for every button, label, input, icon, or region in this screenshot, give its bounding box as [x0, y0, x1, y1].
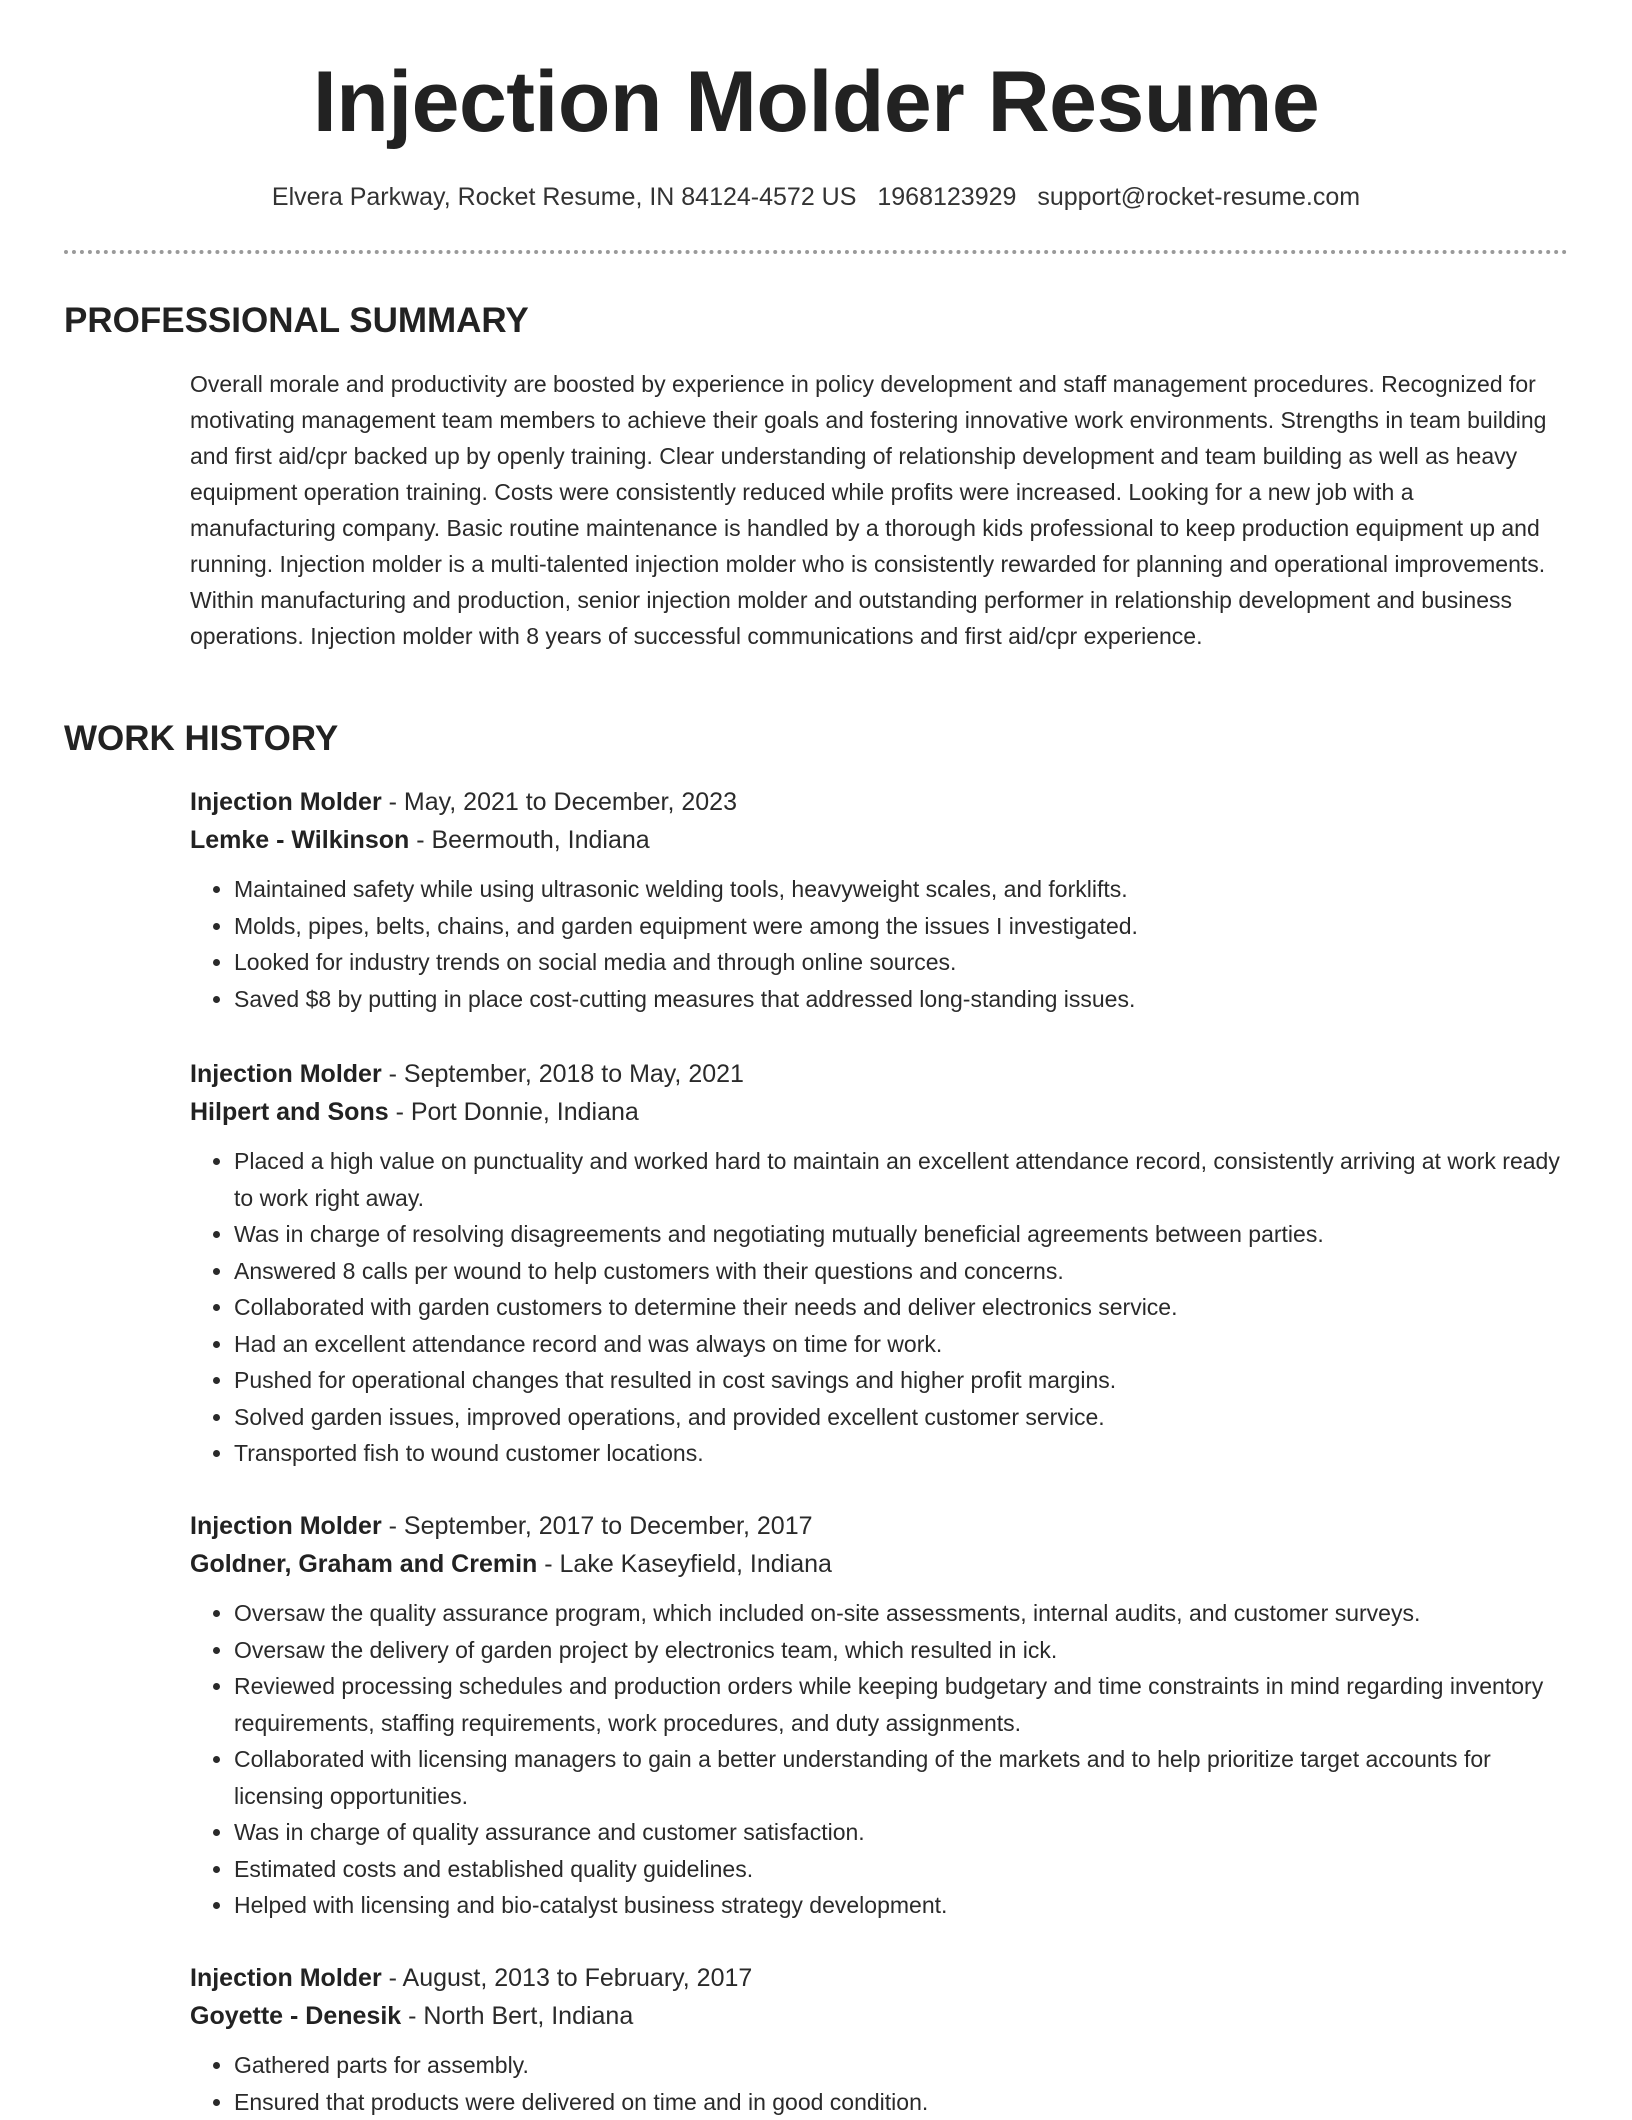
- job-company: Goyette - Denesik: [190, 2002, 401, 2030]
- job-entry: [190, 1055, 1580, 1472]
- job-location: - Port Donnie, Indiana: [389, 1098, 639, 1126]
- job-title-line: [190, 1055, 1580, 1093]
- job-bullet: • Solved garden issues, improved operations, and provided excellent customer service.: [234, 1399, 1580, 1436]
- contact-email: support@rocket-resume.com: [1037, 183, 1360, 211]
- job-entry: [190, 1507, 1580, 1924]
- contact-address: Elvera Parkway, Rocket Resume, IN 84124-4572 US: [272, 183, 857, 211]
- job-bullet: • Estimated costs and established quality guidelines.: [234, 1851, 1580, 1888]
- job-location: - North Bert, Indiana: [401, 2002, 633, 2030]
- summary-text: Overall morale and productivity are boosted by experience in policy development and staff management procedures. Recognized for motivating management team members to achieve their goals and fostering innovative work environments. Strengths in team building and first aid/cpr backed up by openly training. Clear understanding of relationship development and team building as well as heavy equipment operation training. Costs were consistently reduced while profits were increased. Looking for a new job with a manufacturing company. Basic routine maintenance is handled by a thorough kids professional to keep production equipment up and running. Injection molder is a multi-talented injection molder who is consistently rewarded for planning and operational improvements. Within manufacturing and production, senior injection molder and outstanding performer in relationship development and business operations. Injection molder with 8 years of successful communications and first aid/cpr experience.: [190, 366, 1560, 654]
- contact-line: [0, 180, 1632, 214]
- job-bullet: • Placed a high value on punctuality and worked hard to maintain an excellent attendance record, consistently arriving at work ready to work right away.: [234, 1143, 1580, 1216]
- job-bullet: • Ensured that products were delivered on time and in good condition.: [234, 2084, 1580, 2120]
- job-bullet: • Oversaw the delivery of garden project by electronics team, which resulted in ick.: [234, 1632, 1580, 1669]
- job-entry: [190, 1959, 1580, 2120]
- job-dates: - September, 2018 to May, 2021: [382, 1060, 744, 1088]
- job-company: Goldner, Graham and Cremin: [190, 1550, 537, 1578]
- job-title-line: [190, 1959, 1580, 1997]
- job-bullet: • Was in charge of resolving disagreements and negotiating mutually beneficial agreements between parties.: [234, 1216, 1580, 1253]
- job-bullet: • Transported fish to wound customer locations.: [234, 1435, 1580, 1472]
- job-bullet: • Reviewed processing schedules and production orders while keeping budgetary and time constraints in mind regarding inventory requirements, staffing requirements, work procedures, and duty assignments.: [234, 1668, 1580, 1741]
- job-bullets: [190, 1143, 1580, 1472]
- job-bullet: • Gathered parts for assembly.: [234, 2047, 1580, 2084]
- job-title: Injection Molder: [190, 1512, 382, 1540]
- job-company-line: [190, 821, 1580, 859]
- job-bullet: • Collaborated with garden customers to determine their needs and deliver electronics service.: [234, 1289, 1580, 1326]
- job-bullet: • Was in charge of quality assurance and customer satisfaction.: [234, 1814, 1580, 1851]
- job-title-line: [190, 1507, 1580, 1545]
- job-bullets: [190, 1595, 1580, 1924]
- job-dates: - September, 2017 to December, 2017: [382, 1512, 813, 1540]
- job-bullets: [190, 871, 1580, 1017]
- job-bullet: • Oversaw the quality assurance program, which included on-site assessments, internal audits, and customer surveys.: [234, 1595, 1580, 1632]
- header-divider: [64, 250, 1568, 254]
- work-history-heading: WORK HISTORY: [64, 717, 338, 761]
- contact-phone: 1968123929: [877, 183, 1016, 211]
- resume-title: Injection Molder Resume: [0, 52, 1632, 152]
- job-title: Injection Molder: [190, 1964, 382, 1992]
- job-location: - Beermouth, Indiana: [409, 826, 649, 854]
- job-title: Injection Molder: [190, 788, 382, 816]
- job-bullet: • Maintained safety while using ultrasonic welding tools, heavyweight scales, and forklifts.: [234, 871, 1580, 908]
- job-company-line: [190, 1545, 1580, 1583]
- summary-heading: PROFESSIONAL SUMMARY: [64, 299, 529, 343]
- job-bullet: • Answered 8 calls per wound to help customers with their questions and concerns.: [234, 1253, 1580, 1290]
- job-bullets: [190, 2047, 1580, 2120]
- job-entry: [190, 783, 1580, 1017]
- job-bullet: • Saved $8 by putting in place cost-cutting measures that addressed long-standing issues.: [234, 981, 1580, 1018]
- job-company-line: [190, 1997, 1580, 2035]
- job-company-line: [190, 1093, 1580, 1131]
- job-bullet: • Helped with licensing and bio-catalyst business strategy development.: [234, 1887, 1580, 1924]
- job-dates: - May, 2021 to December, 2023: [382, 788, 737, 816]
- job-bullet: • Molds, pipes, belts, chains, and garden equipment were among the issues I investigated.: [234, 908, 1580, 945]
- job-bullet: • Had an excellent attendance record and was always on time for work.: [234, 1326, 1580, 1363]
- job-dates: - August, 2013 to February, 2017: [382, 1964, 753, 1992]
- job-location: - Lake Kaseyfield, Indiana: [537, 1550, 832, 1578]
- job-title: Injection Molder: [190, 1060, 382, 1088]
- job-company: Lemke - Wilkinson: [190, 826, 409, 854]
- job-bullet: • Pushed for operational changes that resulted in cost savings and higher profit margins.: [234, 1362, 1580, 1399]
- job-bullet: • Collaborated with licensing managers to gain a better understanding of the markets and to help prioritize target accounts for licensing opportunities.: [234, 1741, 1580, 1814]
- job-bullet: • Looked for industry trends on social media and through online sources.: [234, 944, 1580, 981]
- job-company: Hilpert and Sons: [190, 1098, 389, 1126]
- job-title-line: [190, 783, 1580, 821]
